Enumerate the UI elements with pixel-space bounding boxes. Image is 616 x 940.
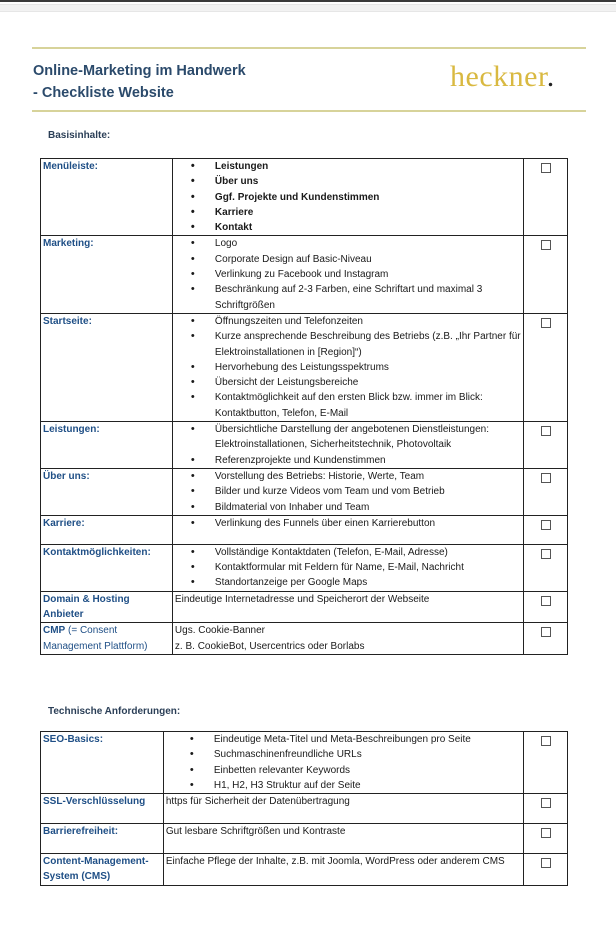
header-rule-top	[32, 47, 586, 49]
row-content: Einfache Pflege der Inhalte, z.B. mit Joomla, WordPress oder anderem CMS	[163, 854, 523, 886]
checkbox[interactable]	[541, 426, 551, 436]
list-item: • Ggf. Projekte und Kundenstimmen	[215, 190, 521, 205]
row-label: Content-Management-System (CMS)	[41, 854, 164, 886]
list-item: • Bilder und kurze Videos vom Team und vom Betrieb	[215, 484, 521, 499]
list-item: • Übersichtliche Darstellung der angebotenen Dienstleistungen: Elektroinstallationen, Sicherheitstechnik, Photovoltaik	[215, 422, 521, 453]
row-label: SEO-Basics:	[41, 732, 164, 794]
checkbox[interactable]	[541, 798, 551, 808]
logo-text: heckner	[450, 60, 547, 93]
list-item: • Karriere	[215, 205, 521, 220]
list-item: • Kurze ansprechende Beschreibung des Betriebs (z.B. „Ihr Partner für Elektroinstallationen in [Region]“)	[215, 329, 521, 360]
list-item: • Verlinkung zu Facebook und Instagram	[215, 267, 521, 282]
window-top-edge	[0, 0, 616, 2]
list-item: • Leistungen	[215, 159, 521, 174]
checkbox-cell	[524, 515, 568, 544]
checkbox-cell	[524, 544, 568, 591]
checkbox[interactable]	[541, 627, 551, 637]
checkbox[interactable]	[541, 596, 551, 606]
section-label-basisinhalte: Basisinhalte:	[48, 130, 111, 141]
row-content	[172, 468, 523, 515]
row-label: Kontaktmöglichkeiten:	[41, 544, 173, 591]
table-row	[41, 623, 568, 655]
checkbox-cell	[524, 732, 568, 794]
table-row	[41, 854, 568, 886]
row-label: Karriere:	[41, 515, 173, 544]
list-item: • Einbetten relevanter Keywords	[214, 763, 521, 778]
checkbox-cell	[524, 468, 568, 515]
checkbox-cell	[524, 623, 568, 655]
list-item: • Bildmaterial von Inhaber und Team	[215, 500, 521, 515]
row-content	[163, 732, 523, 794]
row-label: Startseite:	[41, 313, 173, 421]
row-label: Über uns:	[41, 468, 173, 515]
table-row	[41, 591, 568, 623]
table-row	[41, 468, 568, 515]
row-label: CMP (= Consent Management Plattform)	[41, 623, 173, 655]
checkbox[interactable]	[541, 520, 551, 530]
section-label-technische-anforderungen: Technische Anforderungen:	[48, 706, 181, 717]
row-content	[172, 623, 523, 655]
row-content	[172, 313, 523, 421]
row-label: SSL-Verschlüsselung	[41, 794, 164, 824]
table-row	[41, 824, 568, 854]
table-row	[41, 236, 568, 313]
checkbox-cell	[524, 854, 568, 886]
checkbox[interactable]	[541, 736, 551, 746]
row-content	[172, 422, 523, 469]
list-item: • Öffnungszeiten und Telefonzeiten	[215, 314, 521, 329]
checkbox[interactable]	[541, 858, 551, 868]
list-item: • Kontakt	[215, 220, 521, 235]
row-content: https für Sicherheit der Datenübertragung	[163, 794, 523, 824]
table-row	[41, 515, 568, 544]
window-toolbar-strip	[0, 4, 616, 12]
row-text-line: z. B. CookieBot, Usercentrics oder Borlabs	[174, 640, 365, 652]
row-content	[172, 236, 523, 313]
title-line-2: - Checkliste Website	[33, 85, 174, 101]
checkbox[interactable]	[541, 240, 551, 250]
table-row	[41, 544, 568, 591]
table-row	[41, 422, 568, 469]
table-row	[41, 159, 568, 236]
table-row	[41, 732, 568, 794]
page-title	[33, 60, 246, 104]
checkbox-cell	[524, 591, 568, 623]
list-item: • Hervorhebung des Leistungsspektrums	[215, 360, 521, 375]
checkbox-cell	[524, 422, 568, 469]
row-content	[172, 515, 523, 544]
list-item: • Logo	[215, 236, 521, 251]
list-item: • Verlinkung des Funnels über einen Karrierebutton	[215, 516, 521, 531]
checkbox-cell	[524, 313, 568, 421]
checkbox-cell	[524, 794, 568, 824]
logo-dot: .	[546, 60, 555, 93]
heckner-logo	[450, 60, 555, 94]
row-content	[172, 159, 523, 236]
list-item: • H1, H2, H3 Struktur auf der Seite	[214, 778, 521, 793]
row-content	[172, 544, 523, 591]
checkbox[interactable]	[541, 318, 551, 328]
list-item: • Vorstellung des Betriebs: Historie, Werte, Team	[215, 469, 521, 484]
table-row	[41, 313, 568, 421]
row-label: Marketing:	[41, 236, 173, 313]
list-item: • Vollständige Kontaktdaten (Telefon, E-Mail, Adresse)	[215, 545, 521, 560]
checkbox[interactable]	[541, 549, 551, 559]
checkbox-cell	[524, 159, 568, 236]
checkbox[interactable]	[541, 163, 551, 173]
checklist-table-basisinhalte	[40, 158, 568, 655]
checkbox[interactable]	[541, 473, 551, 483]
checklist-table-technische-anforderungen	[40, 731, 568, 886]
row-content: Eindeutige Internetadresse und Speicherort der Webseite	[172, 591, 523, 623]
list-item: • Über uns	[215, 174, 521, 189]
row-content: Gut lesbare Schriftgrößen und Kontraste	[163, 824, 523, 854]
list-item: • Beschränkung auf 2-3 Farben, eine Schriftart und maximal 3 Schriftgrößen	[215, 282, 521, 313]
list-item: • Übersicht der Leistungsbereiche	[215, 375, 521, 390]
row-label: Barrierefreiheit:	[41, 824, 164, 854]
list-item: • Kontaktformular mit Feldern für Name, E-Mail, Nachricht	[215, 560, 521, 575]
header-rule-bottom	[32, 110, 586, 112]
list-item: • Corporate Design auf Basic-Niveau	[215, 252, 521, 267]
list-item: • Eindeutige Meta-Titel und Meta-Beschreibungen pro Seite	[214, 732, 521, 747]
list-item: • Referenzprojekte und Kundenstimmen	[215, 453, 521, 468]
row-text-line: Ugs. Cookie-Banner	[174, 625, 265, 637]
list-item: • Standortanzeige per Google Maps	[215, 575, 521, 590]
table-row	[41, 794, 568, 824]
list-item: • Kontaktmöglichkeit auf den ersten Blick bzw. immer im Blick: Kontaktbutton, Telefon, E-Mail	[215, 390, 521, 421]
title-line-1: Online-Marketing im Handwerk	[33, 63, 246, 79]
checkbox-cell	[524, 824, 568, 854]
row-label: Menüleiste:	[41, 159, 173, 236]
checkbox-cell	[524, 236, 568, 313]
checkbox[interactable]	[541, 828, 551, 838]
list-item: • Suchmaschinenfreundliche URLs	[214, 747, 521, 762]
row-label: Leistungen:	[41, 422, 173, 469]
row-label: Domain & Hosting Anbieter	[41, 591, 173, 623]
